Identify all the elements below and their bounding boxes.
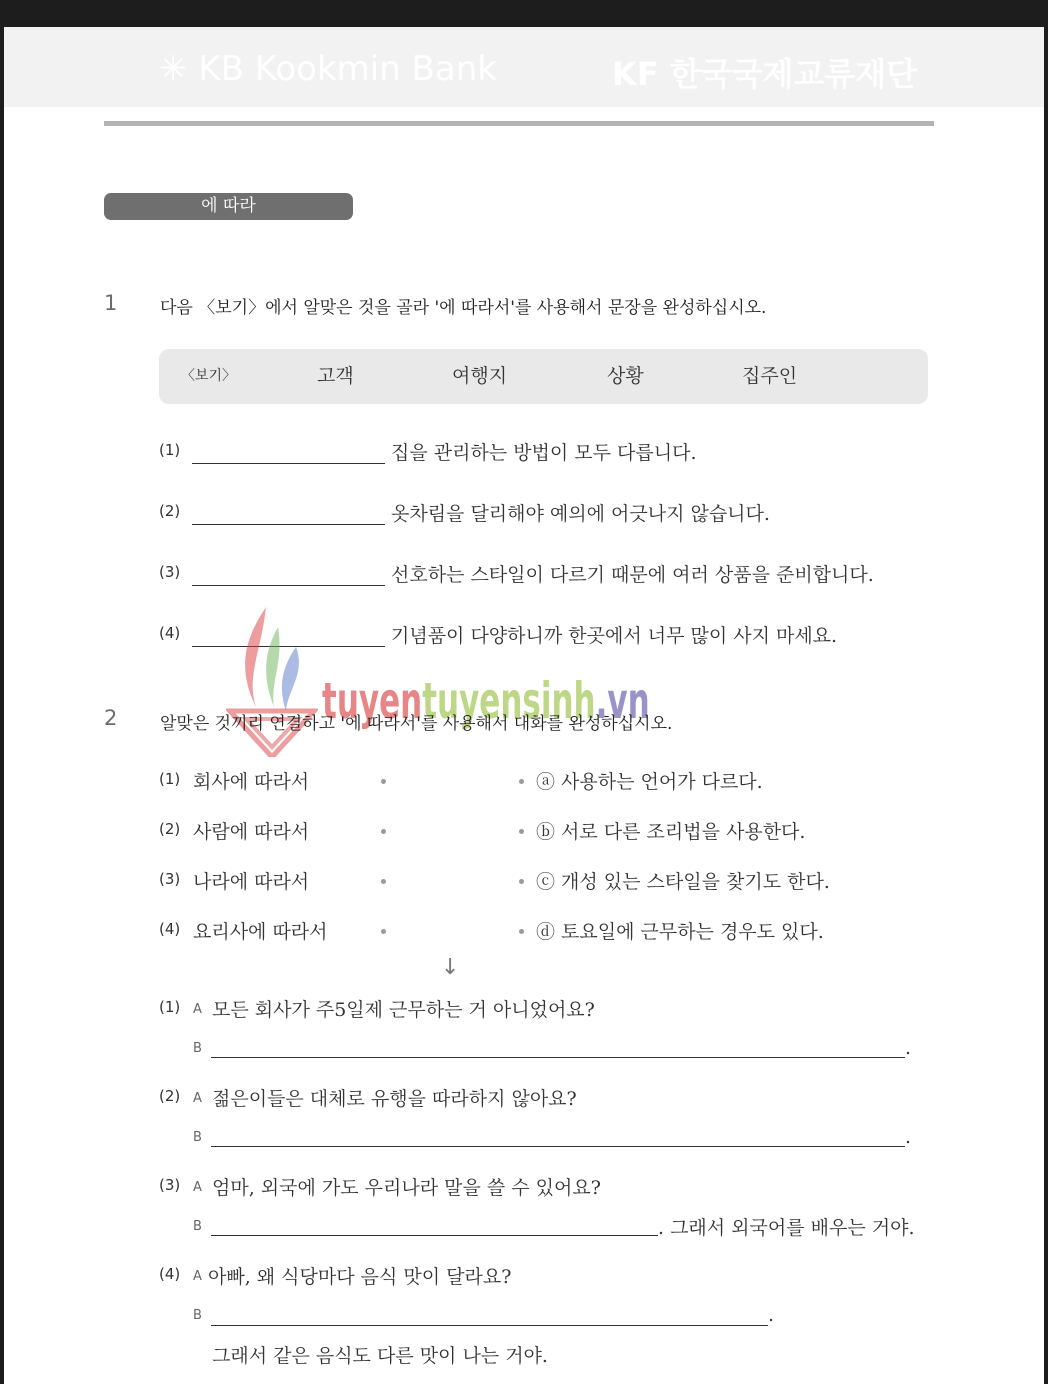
- answer-blank[interactable]: [211, 1325, 768, 1326]
- match-left-text: 요리사에 따라서: [193, 921, 328, 943]
- speaker-b-label: B: [193, 1130, 202, 1145]
- match-dot[interactable]: [519, 929, 524, 934]
- kb-logo: ✳ KB Kookmin Bank: [159, 49, 497, 89]
- speaker-a-text: 젊은이들은 대체로 유행을 따라하지 않아요?: [212, 1088, 577, 1110]
- match-dot[interactable]: [381, 929, 386, 934]
- match-dot[interactable]: [519, 879, 524, 884]
- kf-logo: KF 한국국제교류재단: [612, 55, 918, 93]
- speaker-a-text: 엄마, 외국에 가도 우리나라 말을 쓸 수 있어요?: [212, 1177, 601, 1199]
- match-right-text: ⓒ 개성 있는 스타일을 찾기도 한다.: [536, 871, 830, 893]
- watermark-text-part: tuyensinh: [422, 672, 596, 730]
- example-word: 상황: [607, 365, 644, 387]
- question-2-instruction: 알맞은 것끼리 연결하고 '에 따라서'를 사용해서 대화를 완성하십시오.: [160, 714, 673, 734]
- example-word: 고객: [317, 365, 354, 387]
- answer-end: .: [905, 1126, 912, 1148]
- down-arrow-icon: ↓: [441, 955, 460, 980]
- speaker-a-text: 아빠, 왜 식당마다 음식 맛이 달라요?: [208, 1266, 512, 1288]
- speaker-b-label: B: [193, 1308, 202, 1323]
- item-number: (3): [159, 563, 181, 581]
- speaker-a-label: A: [193, 1180, 202, 1195]
- match-left-text: 나라에 따라서: [193, 871, 310, 893]
- item-number: (4): [159, 1265, 181, 1283]
- question-1-number: 1: [104, 291, 118, 315]
- header-rule: [104, 121, 934, 126]
- item-number: (4): [159, 624, 181, 642]
- answer-end: .: [905, 1037, 912, 1059]
- match-dot[interactable]: [381, 879, 386, 884]
- speaker-a-label: A: [193, 1269, 202, 1284]
- match-right-text: ⓐ 사용하는 언어가 다르다.: [536, 771, 763, 793]
- worksheet-page: [4, 27, 1044, 1384]
- answer-blank[interactable]: [211, 1146, 905, 1147]
- answer-blank[interactable]: [192, 524, 385, 525]
- match-left-text: 회사에 따라서: [193, 771, 310, 793]
- item-number: (1): [159, 770, 181, 788]
- answer-blank[interactable]: [192, 585, 385, 586]
- item-number: (3): [159, 1176, 181, 1194]
- match-dot[interactable]: [519, 779, 524, 784]
- item-number: (3): [159, 870, 181, 888]
- match-dot[interactable]: [381, 829, 386, 834]
- match-dot[interactable]: [519, 829, 524, 834]
- answer-blank[interactable]: [211, 1235, 658, 1236]
- match-dot[interactable]: [381, 779, 386, 784]
- item-sentence: 집을 관리하는 방법이 모두 다릅니다.: [391, 442, 697, 464]
- watermark-text-part: tuyen: [322, 672, 423, 730]
- item-number: (1): [159, 441, 181, 459]
- item-number: (1): [159, 998, 181, 1016]
- item-sentence: 선호하는 스타일이 다르기 때문에 여러 상품을 준비합니다.: [391, 564, 874, 586]
- speaker-a-label: A: [193, 1091, 202, 1106]
- answer-end: .: [768, 1304, 775, 1326]
- match-right-text: ⓑ 서로 다른 조리법을 사용한다.: [536, 821, 806, 843]
- answer-continuation: 그래서 같은 음식도 다른 맛이 나는 거야.: [212, 1345, 548, 1367]
- section-title: 에 따라: [104, 193, 353, 220]
- watermark-text-part: .vn: [595, 672, 650, 730]
- question-1-instruction: 다음 〈보기〉에서 알맞은 것을 골라 '에 따라서'를 사용해서 문장을 완성하십시오.: [160, 298, 767, 318]
- speaker-b-label: B: [193, 1219, 202, 1234]
- watermark-flame-logo: [226, 607, 318, 761]
- speaker-a-text: 모든 회사가 주5일제 근무하는 거 아니었어요?: [212, 999, 595, 1021]
- match-left-text: 사람에 따라서: [193, 821, 310, 843]
- page-header: [4, 27, 1044, 107]
- item-number: (4): [159, 920, 181, 938]
- item-number: (2): [159, 502, 181, 520]
- example-box-label: 〈보기〉: [181, 368, 237, 384]
- speaker-a-label: A: [193, 1002, 202, 1017]
- example-box: [159, 349, 928, 404]
- answer-blank[interactable]: [192, 463, 385, 464]
- answer-blank[interactable]: [211, 1057, 905, 1058]
- item-sentence: 기념품이 다양하니까 한곳에서 너무 많이 사지 마세요.: [391, 625, 838, 647]
- item-number: (2): [159, 1087, 181, 1105]
- question-2-number: 2: [104, 706, 118, 730]
- example-word: 집주인: [742, 365, 798, 387]
- match-right-text: ⓓ 토요일에 근무하는 경우도 있다.: [536, 921, 824, 943]
- example-word: 여행지: [452, 365, 508, 387]
- item-sentence: 옷차림을 달리해야 예의에 어긋나지 않습니다.: [391, 503, 770, 525]
- answer-end: . 그래서 외국어를 배우는 거야.: [658, 1217, 915, 1239]
- speaker-b-label: B: [193, 1041, 202, 1056]
- item-number: (2): [159, 820, 181, 838]
